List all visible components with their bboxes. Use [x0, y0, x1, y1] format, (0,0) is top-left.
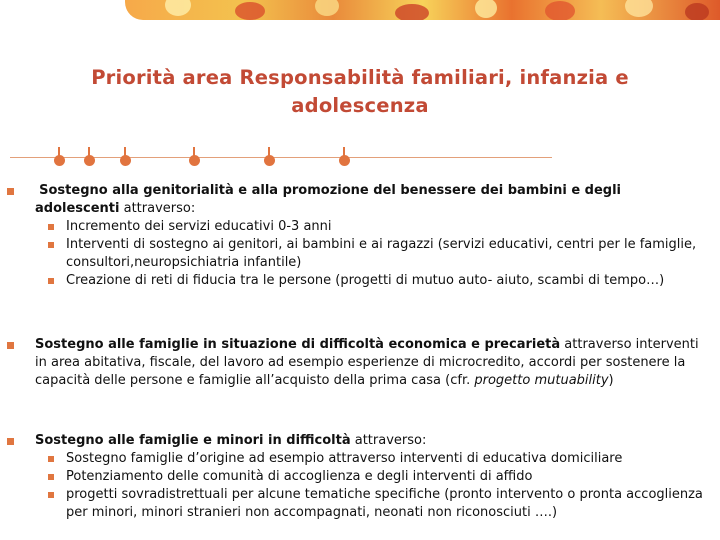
- section-2-lead-rest: attraverso interventi in area abitativa, fiscale, del lavoro ad esempio esperienze di microcredito, accordi per sostenere la capacità delle persone e famiglie all’acquisto della prima casa (cfr.: [35, 337, 699, 388]
- title-line-1: Priorità area Responsabilità familiari, infanzia e: [91, 66, 629, 89]
- section-1-item-3: Creazione di reti di fiducia tra le persone (progetti di mutuo auto- aiuto, scambi di tempo…): [35, 272, 705, 290]
- section-3-item-3: progetti sovradistrettuali per alcune tematiche specifiche (pronto intervento o pronta accoglienza per minori, minori stranieri non accompagnati, neonati non riconosciuti ….): [35, 486, 705, 522]
- section-1-item-2: Interventi di sostegno ai genitori, ai bambini e ai ragazzi (servizi educativi, centri per le famiglie, consultori,neuropsichiatria infantile): [35, 236, 705, 272]
- section-3-lead: [35, 432, 705, 450]
- section-3: [35, 432, 705, 522]
- section-2-lead: Sostegno alle famiglie in situazione di difficoltà economica e precarietà attraverso interventi in area abitativa, fiscale, del lavoro ad esempio esperienze di microcredito, accordi per sostenere la capacità delle persone e famiglie all’acquisto della prima casa (cfr. progetto mutuability): [35, 337, 699, 388]
- section-2-bullet: [7, 342, 14, 349]
- section-2: [35, 336, 705, 390]
- section-1: [35, 182, 705, 290]
- section-3-lead-bold: Sostegno alle famiglie e minori in difficoltà: [35, 433, 351, 448]
- section-3-item-1: Sostegno famiglie d’origine ad esempio attraverso interventi di educativa domiciliare: [35, 450, 705, 468]
- section-2-lead-bold: Sostegno alle famiglie in situazione di difficoltà economica e precarietà: [35, 337, 561, 352]
- section-3-bullet: [7, 438, 14, 445]
- section-3-lead-rest: attraverso:: [350, 433, 427, 448]
- section-3-item-2: Potenziamento delle comunità di accoglienza e degli interventi di affido: [35, 468, 705, 486]
- section-1-bullet: [7, 188, 14, 195]
- section-1-lead: [35, 182, 705, 218]
- title-line-2: adolescenza: [291, 94, 429, 117]
- section-1-item-1: Incremento dei servizi educativi 0-3 anni: [35, 218, 705, 236]
- section-1-lead-rest: attraverso:: [119, 201, 196, 216]
- section-2-lead-italic: progetto mutuability: [474, 373, 609, 388]
- section-1-lead-bold: Sostegno alla genitorialità e alla promozione del benessere dei bambini e degli adolescenti: [35, 183, 622, 216]
